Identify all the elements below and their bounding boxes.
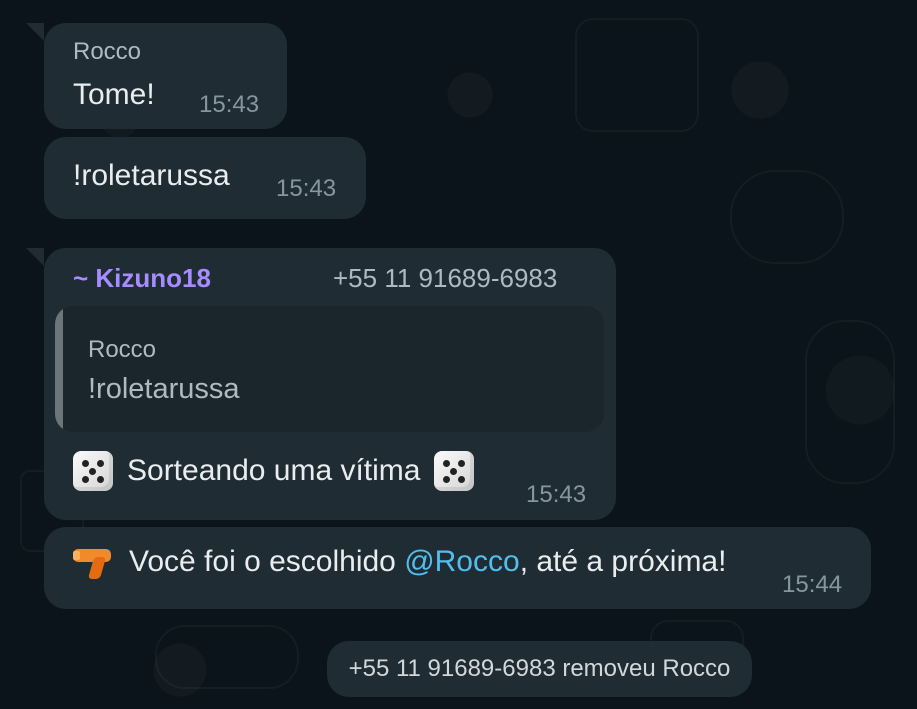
- message-bubble-roletarussa[interactable]: [44, 137, 366, 219]
- message-text-prefix: Você foi o escolhido: [129, 545, 405, 578]
- message-text: !roletarussa: [73, 159, 230, 192]
- message-time: 15:43: [199, 91, 260, 118]
- quoted-text: !roletarussa: [88, 373, 240, 405]
- message-time: 15:43: [276, 175, 337, 202]
- message-time: 15:44: [782, 571, 843, 598]
- quote-accent-bar: [55, 306, 63, 432]
- message-bubble-result[interactable]: [44, 527, 871, 609]
- dice-icon: [434, 451, 474, 491]
- message-text-suffix: , até a próxima!: [519, 545, 727, 578]
- message-sender: Rocco: [73, 38, 142, 65]
- message-bubble-rocco-tome[interactable]: [44, 23, 287, 129]
- message-sender[interactable]: ~ Kizuno18: [73, 263, 211, 293]
- message-text: Tome!: [73, 78, 155, 111]
- background-doodle: [805, 320, 895, 484]
- water-pistol-icon: [73, 545, 117, 579]
- message-time: 15:43: [526, 481, 587, 508]
- background-doodle: [575, 18, 699, 132]
- background-doodle: [155, 625, 299, 689]
- background-doodle: [730, 170, 844, 264]
- message-content-row: [73, 451, 474, 491]
- message-text: Sorteando uma vítima: [127, 453, 421, 487]
- message-bubble-kizuno-reply[interactable]: [44, 248, 616, 520]
- sender-phone-number[interactable]: +55 11 91689-6983: [333, 263, 558, 293]
- dice-icon: [73, 451, 113, 491]
- system-message: +55 11 91689-6983 removeu Rocco: [327, 641, 752, 697]
- message-text: [129, 545, 726, 580]
- mention-link[interactable]: @Rocco: [404, 545, 520, 578]
- quoted-message[interactable]: [55, 306, 604, 432]
- message-content-row: [73, 545, 726, 580]
- quoted-sender: Rocco: [88, 336, 157, 363]
